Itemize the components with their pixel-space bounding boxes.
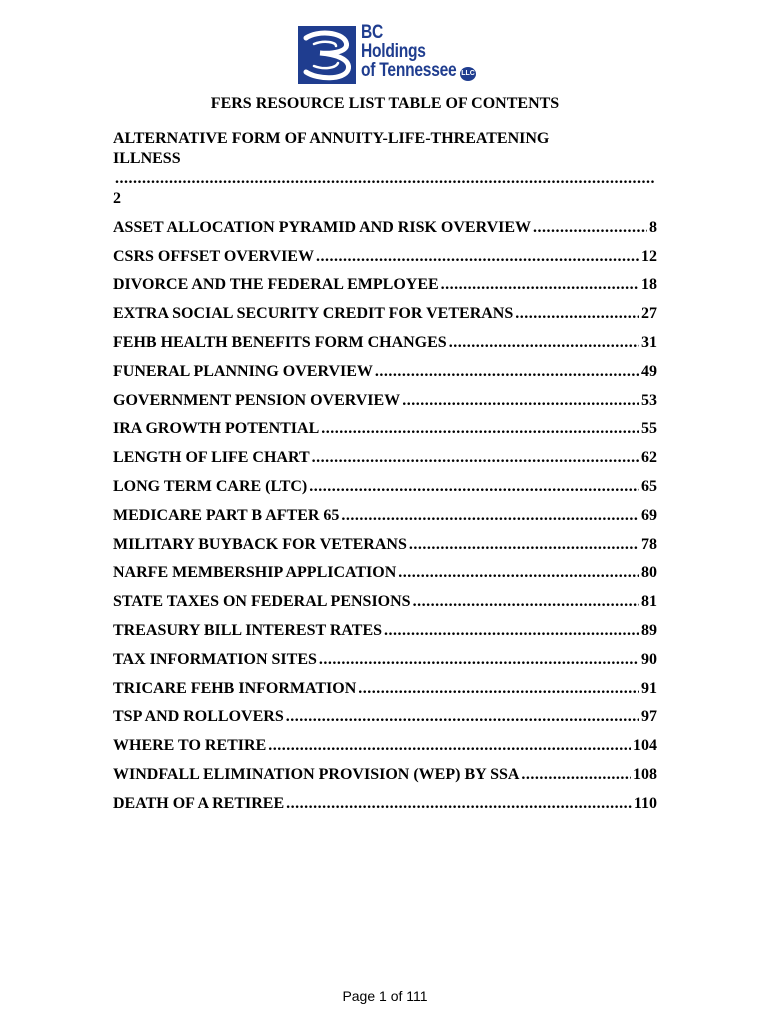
toc-entry xyxy=(113,650,657,670)
toc-entry xyxy=(113,129,657,209)
toc-entry-title: TRICARE FEHB INFORMATION xyxy=(113,679,357,697)
toc-entry xyxy=(113,535,657,555)
dot-leader xyxy=(358,679,639,699)
dot-leader xyxy=(515,304,639,324)
toc-entry-title: DEATH OF A RETIREE xyxy=(113,794,285,812)
logo-emblem-icon xyxy=(298,26,356,84)
toc-entry-page: 110 xyxy=(633,794,657,812)
dot-leader xyxy=(409,535,639,555)
dot-leader xyxy=(319,650,639,670)
company-logo xyxy=(298,24,510,86)
toc-entry xyxy=(113,391,657,411)
toc-entry-title: STATE TAXES ON FEDERAL PENSIONS xyxy=(113,593,411,611)
toc-entry-page: 8 xyxy=(649,218,657,236)
logo-line-3: of Tennessee xyxy=(361,60,457,81)
dot-leader xyxy=(384,621,639,641)
toc-entry-page: 31 xyxy=(641,333,657,351)
toc-entry-title: CSRS OFFSET OVERVIEW xyxy=(113,247,314,265)
dot-leader xyxy=(316,247,639,267)
toc-entry xyxy=(113,592,657,612)
table-of-contents xyxy=(113,129,657,823)
toc-entry-page: 78 xyxy=(641,535,657,553)
toc-entry-page: 91 xyxy=(641,679,657,697)
toc-entry-title: FEHB HEALTH BENEFITS FORM CHANGES xyxy=(113,333,447,351)
page-title: FERS RESOURCE LIST TABLE OF CONTENTS xyxy=(210,95,560,112)
toc-entry xyxy=(113,794,657,814)
toc-entry-page: 69 xyxy=(641,506,657,524)
toc-entry-title: IRA GROWTH POTENTIAL xyxy=(113,420,320,438)
toc-entry xyxy=(113,707,657,727)
toc-entry-title: TSP AND ROLLOVERS xyxy=(113,708,284,726)
toc-entry xyxy=(113,304,657,324)
toc-entry xyxy=(113,477,657,497)
logo-line-2: Holdings xyxy=(361,41,426,62)
toc-entry-title: NARFE MEMBERSHIP APPLICATION xyxy=(113,564,397,582)
toc-entry-title: LONG TERM CARE (LTC) xyxy=(113,477,308,495)
toc-entry-page: 80 xyxy=(641,564,657,582)
dot-leader xyxy=(268,736,631,756)
logo-wordmark xyxy=(361,23,456,80)
dot-leader xyxy=(533,218,647,238)
toc-entry-title: FUNERAL PLANNING OVERVIEW xyxy=(113,362,373,380)
toc-entry-title: MEDICARE PART B AFTER 65 xyxy=(113,506,340,524)
toc-entry-title: MILITARY BUYBACK FOR VETERANS xyxy=(113,535,407,553)
toc-entry xyxy=(113,679,657,699)
toc-entry-page: 81 xyxy=(641,593,657,611)
toc-entry xyxy=(113,621,657,641)
toc-entry-title: ASSET ALLOCATION PYRAMID AND RISK OVERVIEW xyxy=(113,218,532,236)
toc-entry-page: 55 xyxy=(641,420,657,438)
toc-entry-title: GOVERNMENT PENSION OVERVIEW xyxy=(113,391,401,409)
toc-entry xyxy=(113,448,657,468)
toc-entry-title: ALTERNATIVE FORM OF ANNUITY-LIFE-THREATENING xyxy=(113,130,550,147)
dot-leader xyxy=(341,506,639,526)
toc-entry-page: 62 xyxy=(641,449,657,467)
dot-leader xyxy=(286,794,632,814)
toc-entry xyxy=(113,765,657,785)
toc-entry-title: TREASURY BILL INTEREST RATES xyxy=(113,621,383,639)
toc-entry-page: 18 xyxy=(641,276,657,294)
dot-leader xyxy=(413,592,639,612)
toc-entry xyxy=(113,362,657,382)
dot-leader xyxy=(449,333,639,353)
toc-entry-page: 89 xyxy=(641,621,657,639)
toc-entry-title: DIVORCE AND THE FEDERAL EMPLOYEE xyxy=(113,276,439,294)
dot-leader xyxy=(312,448,639,468)
toc-entry-page: 53 xyxy=(641,391,657,409)
dot-leader xyxy=(402,391,639,411)
dot-leader xyxy=(441,275,639,295)
toc-entry-page: 27 xyxy=(641,305,657,323)
toc-entry xyxy=(113,218,657,238)
toc-entry-title: LENGTH OF LIFE CHART xyxy=(113,449,310,467)
dot-leader xyxy=(375,362,639,382)
toc-entry-page: 97 xyxy=(641,708,657,726)
toc-entry xyxy=(113,419,657,439)
toc-entry xyxy=(113,275,657,295)
toc-entry-page: 90 xyxy=(641,650,657,668)
toc-entry xyxy=(113,736,657,756)
dot-leader xyxy=(309,477,639,497)
dot-leader xyxy=(321,419,639,439)
toc-entry-page: 104 xyxy=(633,737,657,755)
toc-entry-title: WINDFALL ELIMINATION PROVISION (WEP) BY SSA xyxy=(113,765,520,783)
dot-leader xyxy=(398,563,639,583)
llc-badge: LLC xyxy=(460,67,476,81)
toc-entry xyxy=(113,247,657,267)
dot-leader xyxy=(115,169,655,189)
toc-entry-title: WHERE TO RETIRE xyxy=(113,737,267,755)
toc-entry-page: 12 xyxy=(641,247,657,265)
toc-entry-page: 65 xyxy=(641,477,657,495)
toc-entry-title: EXTRA SOCIAL SECURITY CREDIT FOR VETERANS xyxy=(113,305,514,323)
toc-entry-page: 49 xyxy=(641,362,657,380)
logo-line-1: BC xyxy=(361,22,384,43)
toc-entry-page: 108 xyxy=(633,765,657,783)
toc-entry-title: TAX INFORMATION SITES xyxy=(113,650,317,668)
page-footer: Page 1 of 111 xyxy=(342,988,428,1004)
toc-entry xyxy=(113,333,657,353)
toc-entry-title-continued: ILLNESS xyxy=(113,150,181,167)
dot-leader xyxy=(521,765,631,785)
toc-entry xyxy=(113,563,657,583)
toc-entry-page: 2 xyxy=(113,190,121,207)
dot-leader xyxy=(286,707,639,727)
toc-entry xyxy=(113,506,657,526)
